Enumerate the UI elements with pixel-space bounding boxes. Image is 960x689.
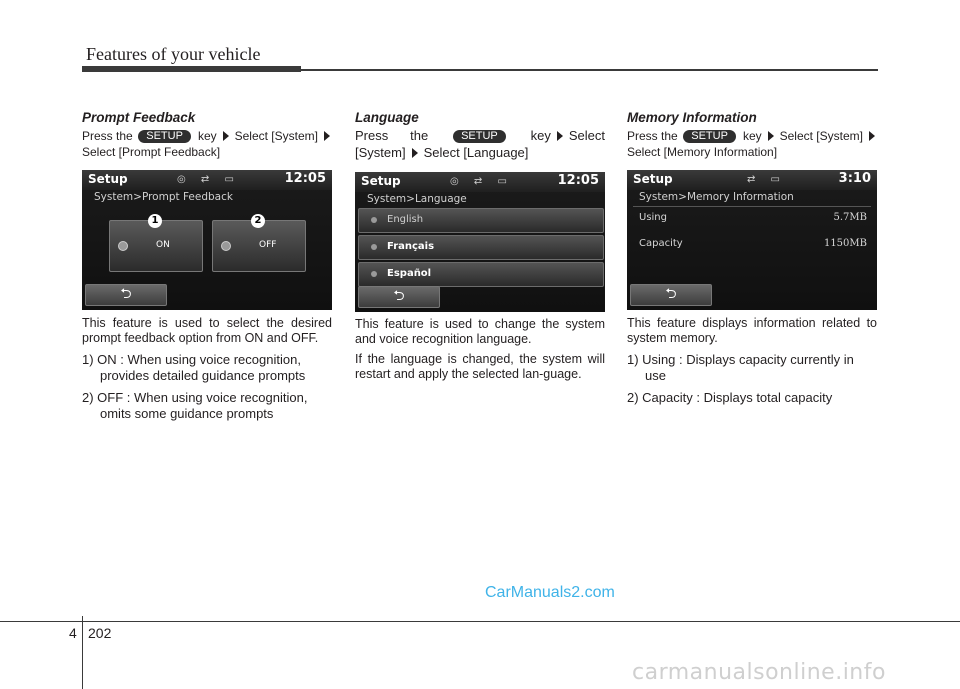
instruction-line-2: Select [Memory Information] [627,145,778,159]
callout-number: 2 [251,214,265,228]
instruction-line-2 [355,145,528,161]
radio-icon [371,271,377,277]
header-bar [82,66,301,72]
header-rule [300,69,878,71]
chapter-number: 4 [69,625,77,641]
key-word: key [197,129,217,143]
setup-key-badge: SETUP [683,130,736,143]
language-section [355,110,605,382]
page-header-title: Features of your vehicle [86,44,261,64]
screen-title: Setup [88,172,128,186]
radio-icon [221,241,231,251]
instruction-line [355,128,605,144]
footer-divider [82,616,83,689]
capacity-label: Capacity [639,238,683,249]
arrow-right-icon [869,131,875,141]
instruction-line [82,128,332,144]
callout-number: 1 [148,214,162,228]
arrow-right-icon [412,148,418,158]
arrow-right-icon [324,131,330,141]
description: This feature is used to change the system and voice recognition language. [355,317,605,346]
screen-path: System>Memory Information [639,191,794,203]
instr-select-language: Select [Language] [423,145,529,160]
key-path [680,128,877,144]
back-button[interactable]: ⮌ [630,284,712,306]
screen-prompt-feedback [82,170,332,310]
arrow-right-icon [223,131,229,141]
language-option-espanol[interactable] [358,262,604,287]
language-option-english[interactable] [358,208,604,233]
status-icons: ⇄ ▭ [747,174,787,185]
radio-icon [371,217,377,223]
option-label: ON [156,240,170,250]
description: This feature displays information related to system memory. [627,316,877,345]
option-on-button[interactable] [109,215,203,272]
prompt-feedback-section [82,110,332,422]
instr-system: [System] [355,145,406,160]
key-word: key [530,128,551,143]
watermark-link[interactable]: CarManuals2.com [485,584,615,601]
instr-press: Press [355,128,389,143]
screen-title: Setup [633,172,673,186]
list-item: 1) ON : When using voice recognition, provides detailed guidance prompts [82,352,306,383]
instr-press: Press the [627,129,678,143]
language-label: English [387,214,424,225]
language-label: Español [387,268,432,279]
key-path [531,128,605,144]
screen-time: 3:10 [838,171,871,186]
instr-the: the [410,128,429,143]
screen-title: Setup [361,174,401,188]
setup-key-badge: SETUP [138,130,191,143]
site-watermark: carmanualsonline.info [632,660,886,685]
list-item: 1) Using : Displays capacity currently in use [627,352,854,383]
memory-information-section [627,110,877,406]
divider [633,206,871,207]
instr-press: Press the [82,129,133,143]
capacity-value: 1150MB [823,238,867,249]
radio-icon [371,244,377,250]
page-number: 202 [88,625,112,641]
key-path [135,128,332,144]
setup-key-badge: SETUP [453,130,506,143]
instr-select-system: Select [System] [234,129,318,143]
screen-language [355,172,605,312]
status-icons: ◎ ⇄ ▭ [177,174,240,185]
key-word: key [742,129,762,143]
screen-memory-information [627,170,877,310]
radio-icon [118,241,128,251]
arrow-right-icon [768,131,774,141]
using-value: 5.7MB [833,212,867,223]
screen-path: System>Prompt Feedback [94,191,233,203]
instr-select: Select [568,128,605,143]
footer-rule [0,621,960,622]
status-icons: ◎ ⇄ ▭ [450,176,513,187]
instr-select-system: Select [System] [779,129,863,143]
instruction-line-2: Select [Prompt Feedback] [82,145,221,159]
back-button[interactable]: ⮌ [358,286,440,308]
screen-path: System>Language [367,193,467,205]
option-label: OFF [259,240,277,250]
description-2: If the language is changed, the system will restart and apply the selected lan-guage. [355,352,605,381]
list-item: 2) Capacity : Displays total capacity [627,390,833,405]
using-label: Using [639,212,667,223]
arrow-right-icon [557,131,563,141]
section-title: Language [355,110,419,125]
section-title: Memory Information [627,110,757,125]
list-item: 2) OFF : When using voice recognition, omits some guidance prompts [82,390,308,421]
language-option-francais[interactable] [358,235,604,260]
screen-time: 12:05 [557,173,599,188]
option-off-button[interactable] [212,215,306,272]
screen-time: 12:05 [284,171,326,186]
language-label: Français [387,241,435,252]
instruction-line [627,128,877,144]
section-title: Prompt Feedback [82,110,196,125]
back-button[interactable]: ⮌ [85,284,167,306]
description: This feature is used to select the desired prompt feedback option from ON and OFF. [82,316,332,345]
